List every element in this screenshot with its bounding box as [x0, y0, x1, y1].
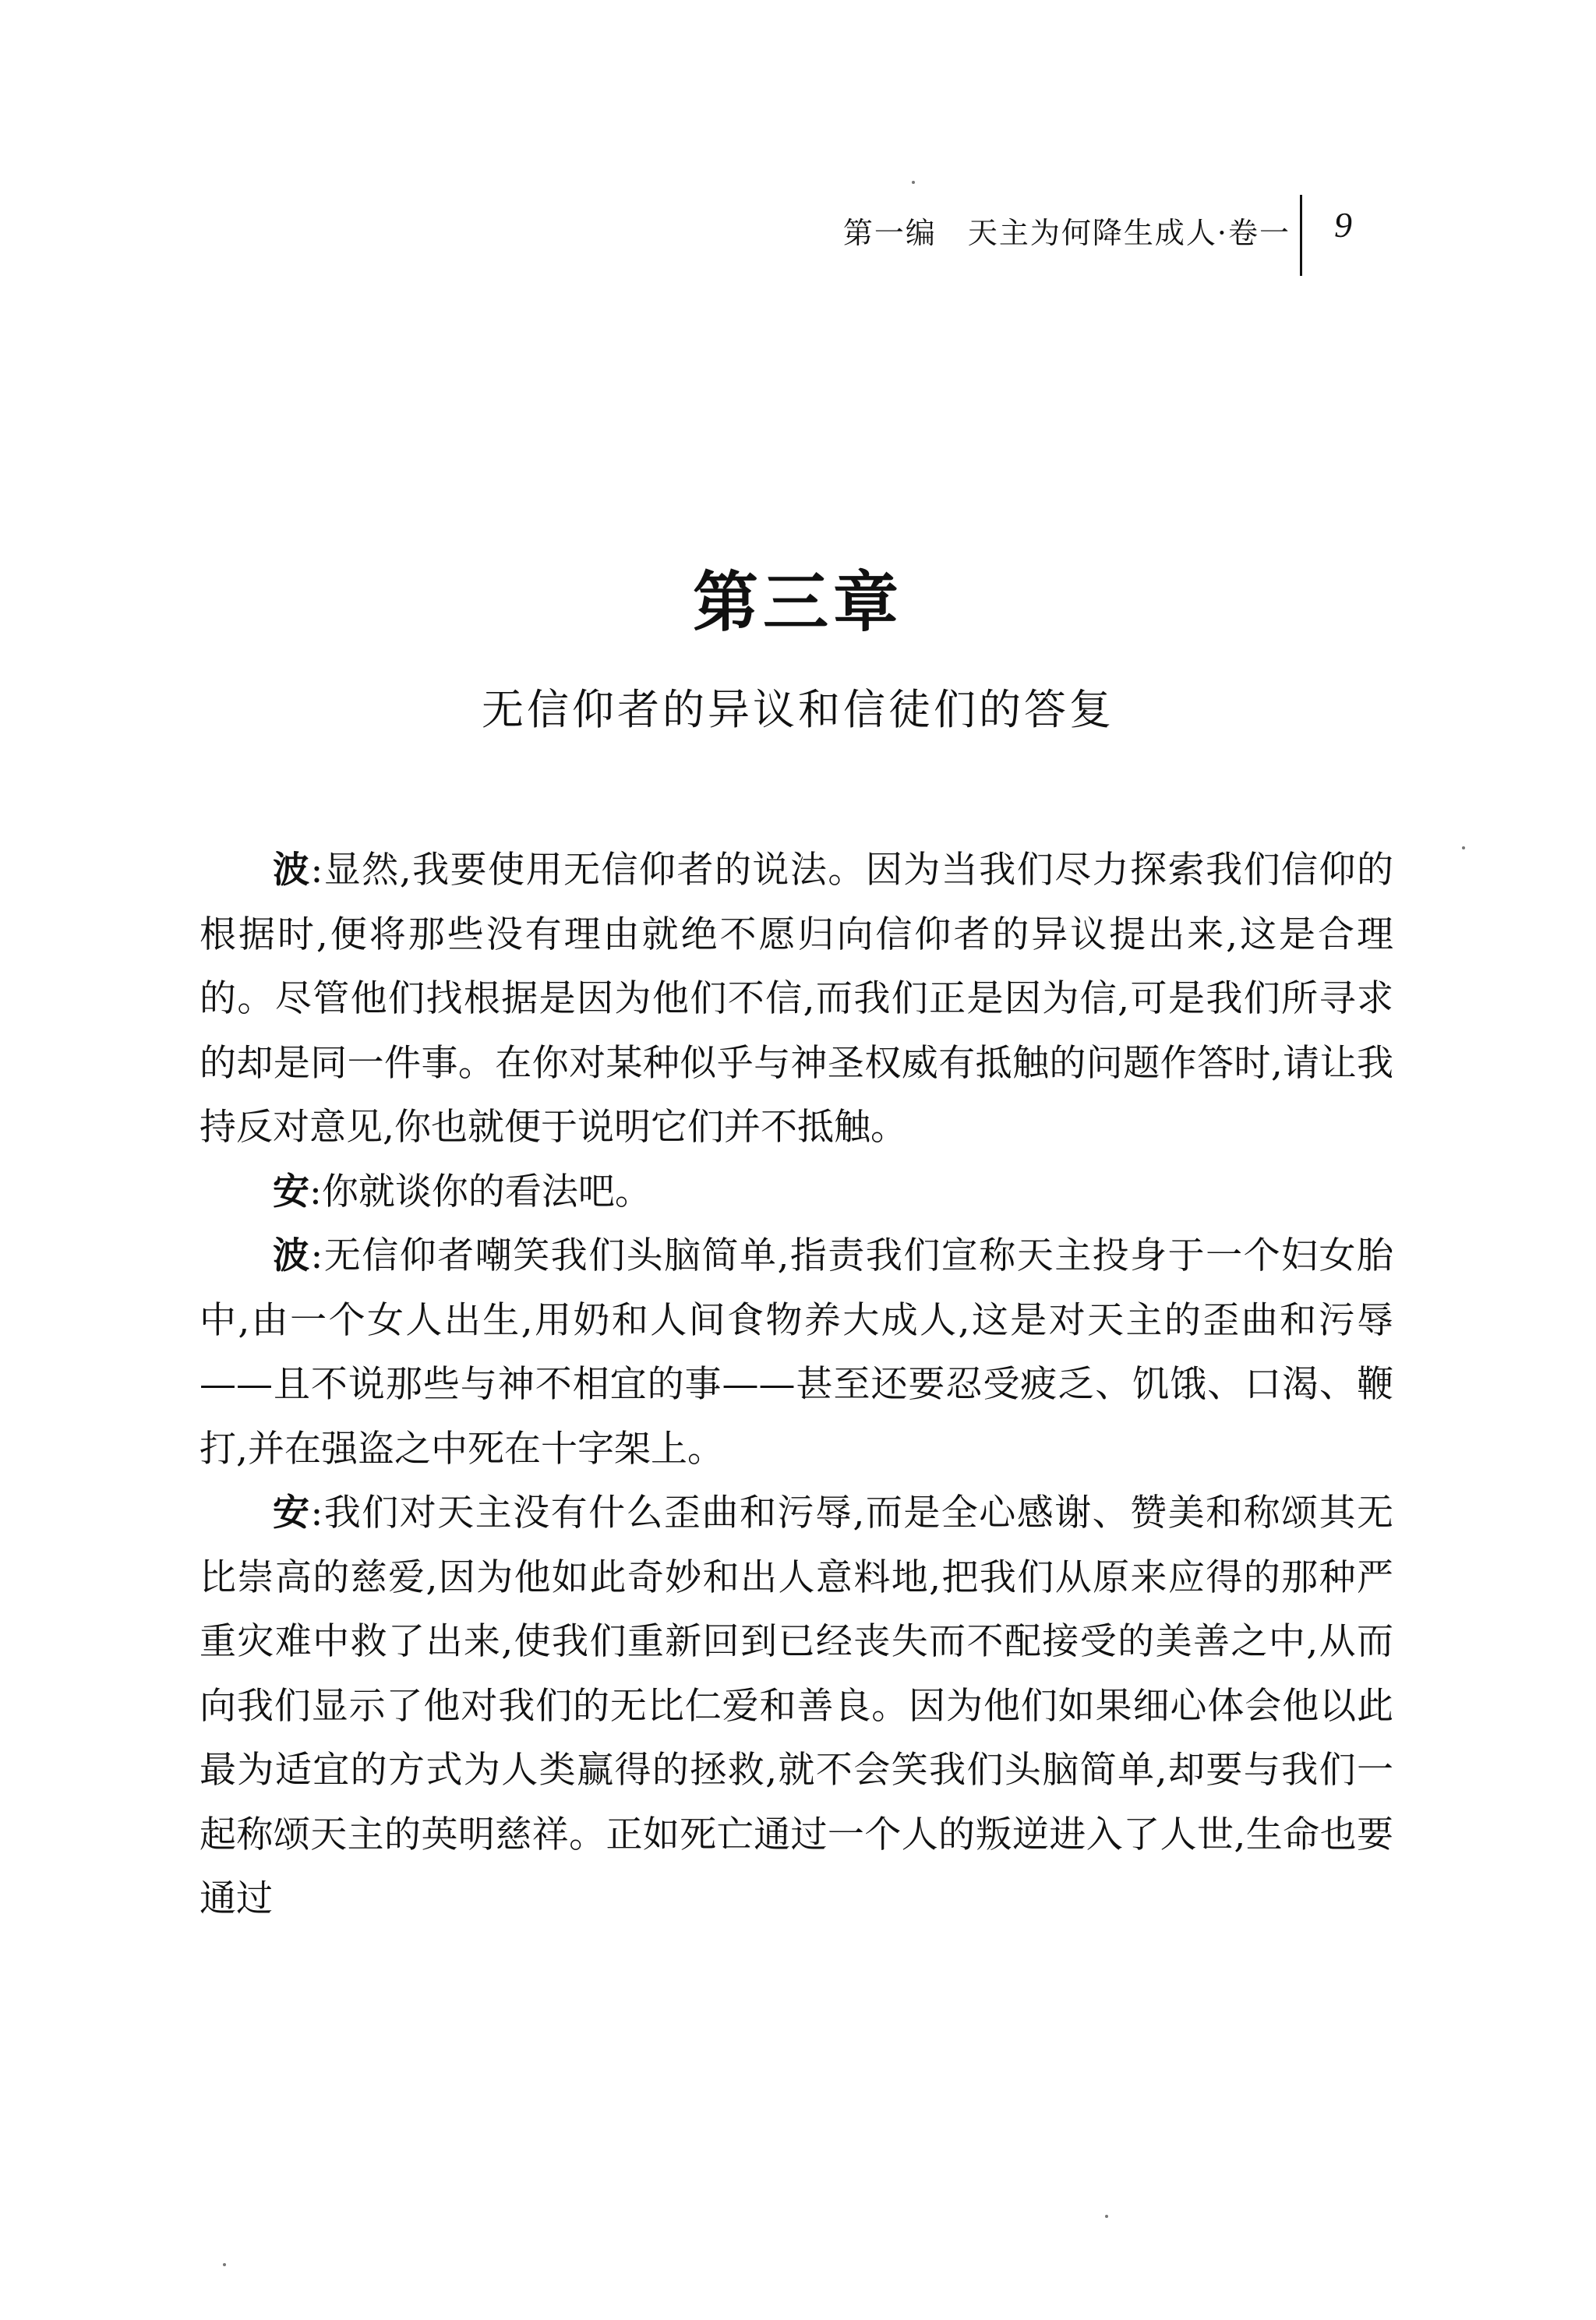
scan-speck: [1105, 2215, 1108, 2218]
dialogue-paragraph: [200, 1224, 1393, 1481]
scan-speck: [1462, 846, 1465, 849]
header-book-title: 天主为何降生成人·卷一: [967, 216, 1291, 250]
dialogue-paragraph: [200, 1481, 1393, 1932]
chapter-subtitle: 无信仰者的异议和信徒们的答复: [482, 685, 1114, 734]
scan-speck: [912, 181, 915, 184]
speaker-label: 波: [273, 849, 311, 892]
dialogue-paragraph: [200, 1160, 1393, 1225]
header-divider: [1300, 195, 1302, 276]
header-part-label: 第一编: [842, 216, 937, 250]
body-text: [200, 839, 1393, 1932]
speaker-label: 波: [273, 1234, 311, 1277]
paragraph-text: 你就谈你的看法吧。: [321, 1170, 651, 1213]
speaker-separator: :: [310, 849, 323, 892]
paragraph-text: 显然,我要使用无信仰者的说法。因为当我们尽力探索我们信仰的根据时,便将那些没有理由就绝不愿归向信仰者的异议提出来,这是合理的。尽管他们找根据是因为他们不信,而我们正是因为信,可是我们所寻求的却是同一件事。在你对某种似乎与神圣权威有抵触的问题作答时,请让我持反对意见,你也就便于说明它们并不抵触。: [200, 849, 1393, 1149]
paragraph-text: 无信仰者嘲笑我们头脑简单,指责我们宣称天主投身于一个妇女胎中,由一个女人出生,用奶和人间食物养大成人,这是对天主的歪曲和污辱——且不说那些与神不相宜的事——甚至还要忍受疲乏、饥饿、口渴、鞭打,并在强盗之中死在十字架上。: [200, 1234, 1393, 1471]
dialogue-paragraph: [200, 839, 1393, 1160]
speaker-separator: :: [309, 1170, 322, 1213]
chapter-title: 第三章: [692, 563, 903, 641]
speaker-label: 安: [273, 1170, 309, 1213]
speaker-label: 安: [273, 1492, 311, 1534]
paragraph-text: 我们对天主没有什么歪曲和污辱,而是全心感谢、赞美和称颂其无比崇高的慈爱,因为他如此奇妙和出人意料地,把我们从原来应得的那种严重灾难中救了出来,使我们重新回到已经丧失而不配接受的美善之中,从而向我们显示了他对我们的无比仁爱和善良。因为他们如果细心体会他以此最为适宜的方式为人类赢得的拯救,就不会笑我们头脑简单,却要与我们一起称颂天主的英明慈祥。正如死亡通过一个人的叛逆进入了人世,生命也要通过: [200, 1492, 1393, 1920]
speaker-separator: :: [310, 1492, 323, 1534]
page-number: 9: [1334, 205, 1352, 245]
running-header: [843, 209, 1291, 252]
scan-speck: [223, 2263, 226, 2266]
speaker-separator: :: [310, 1234, 323, 1277]
